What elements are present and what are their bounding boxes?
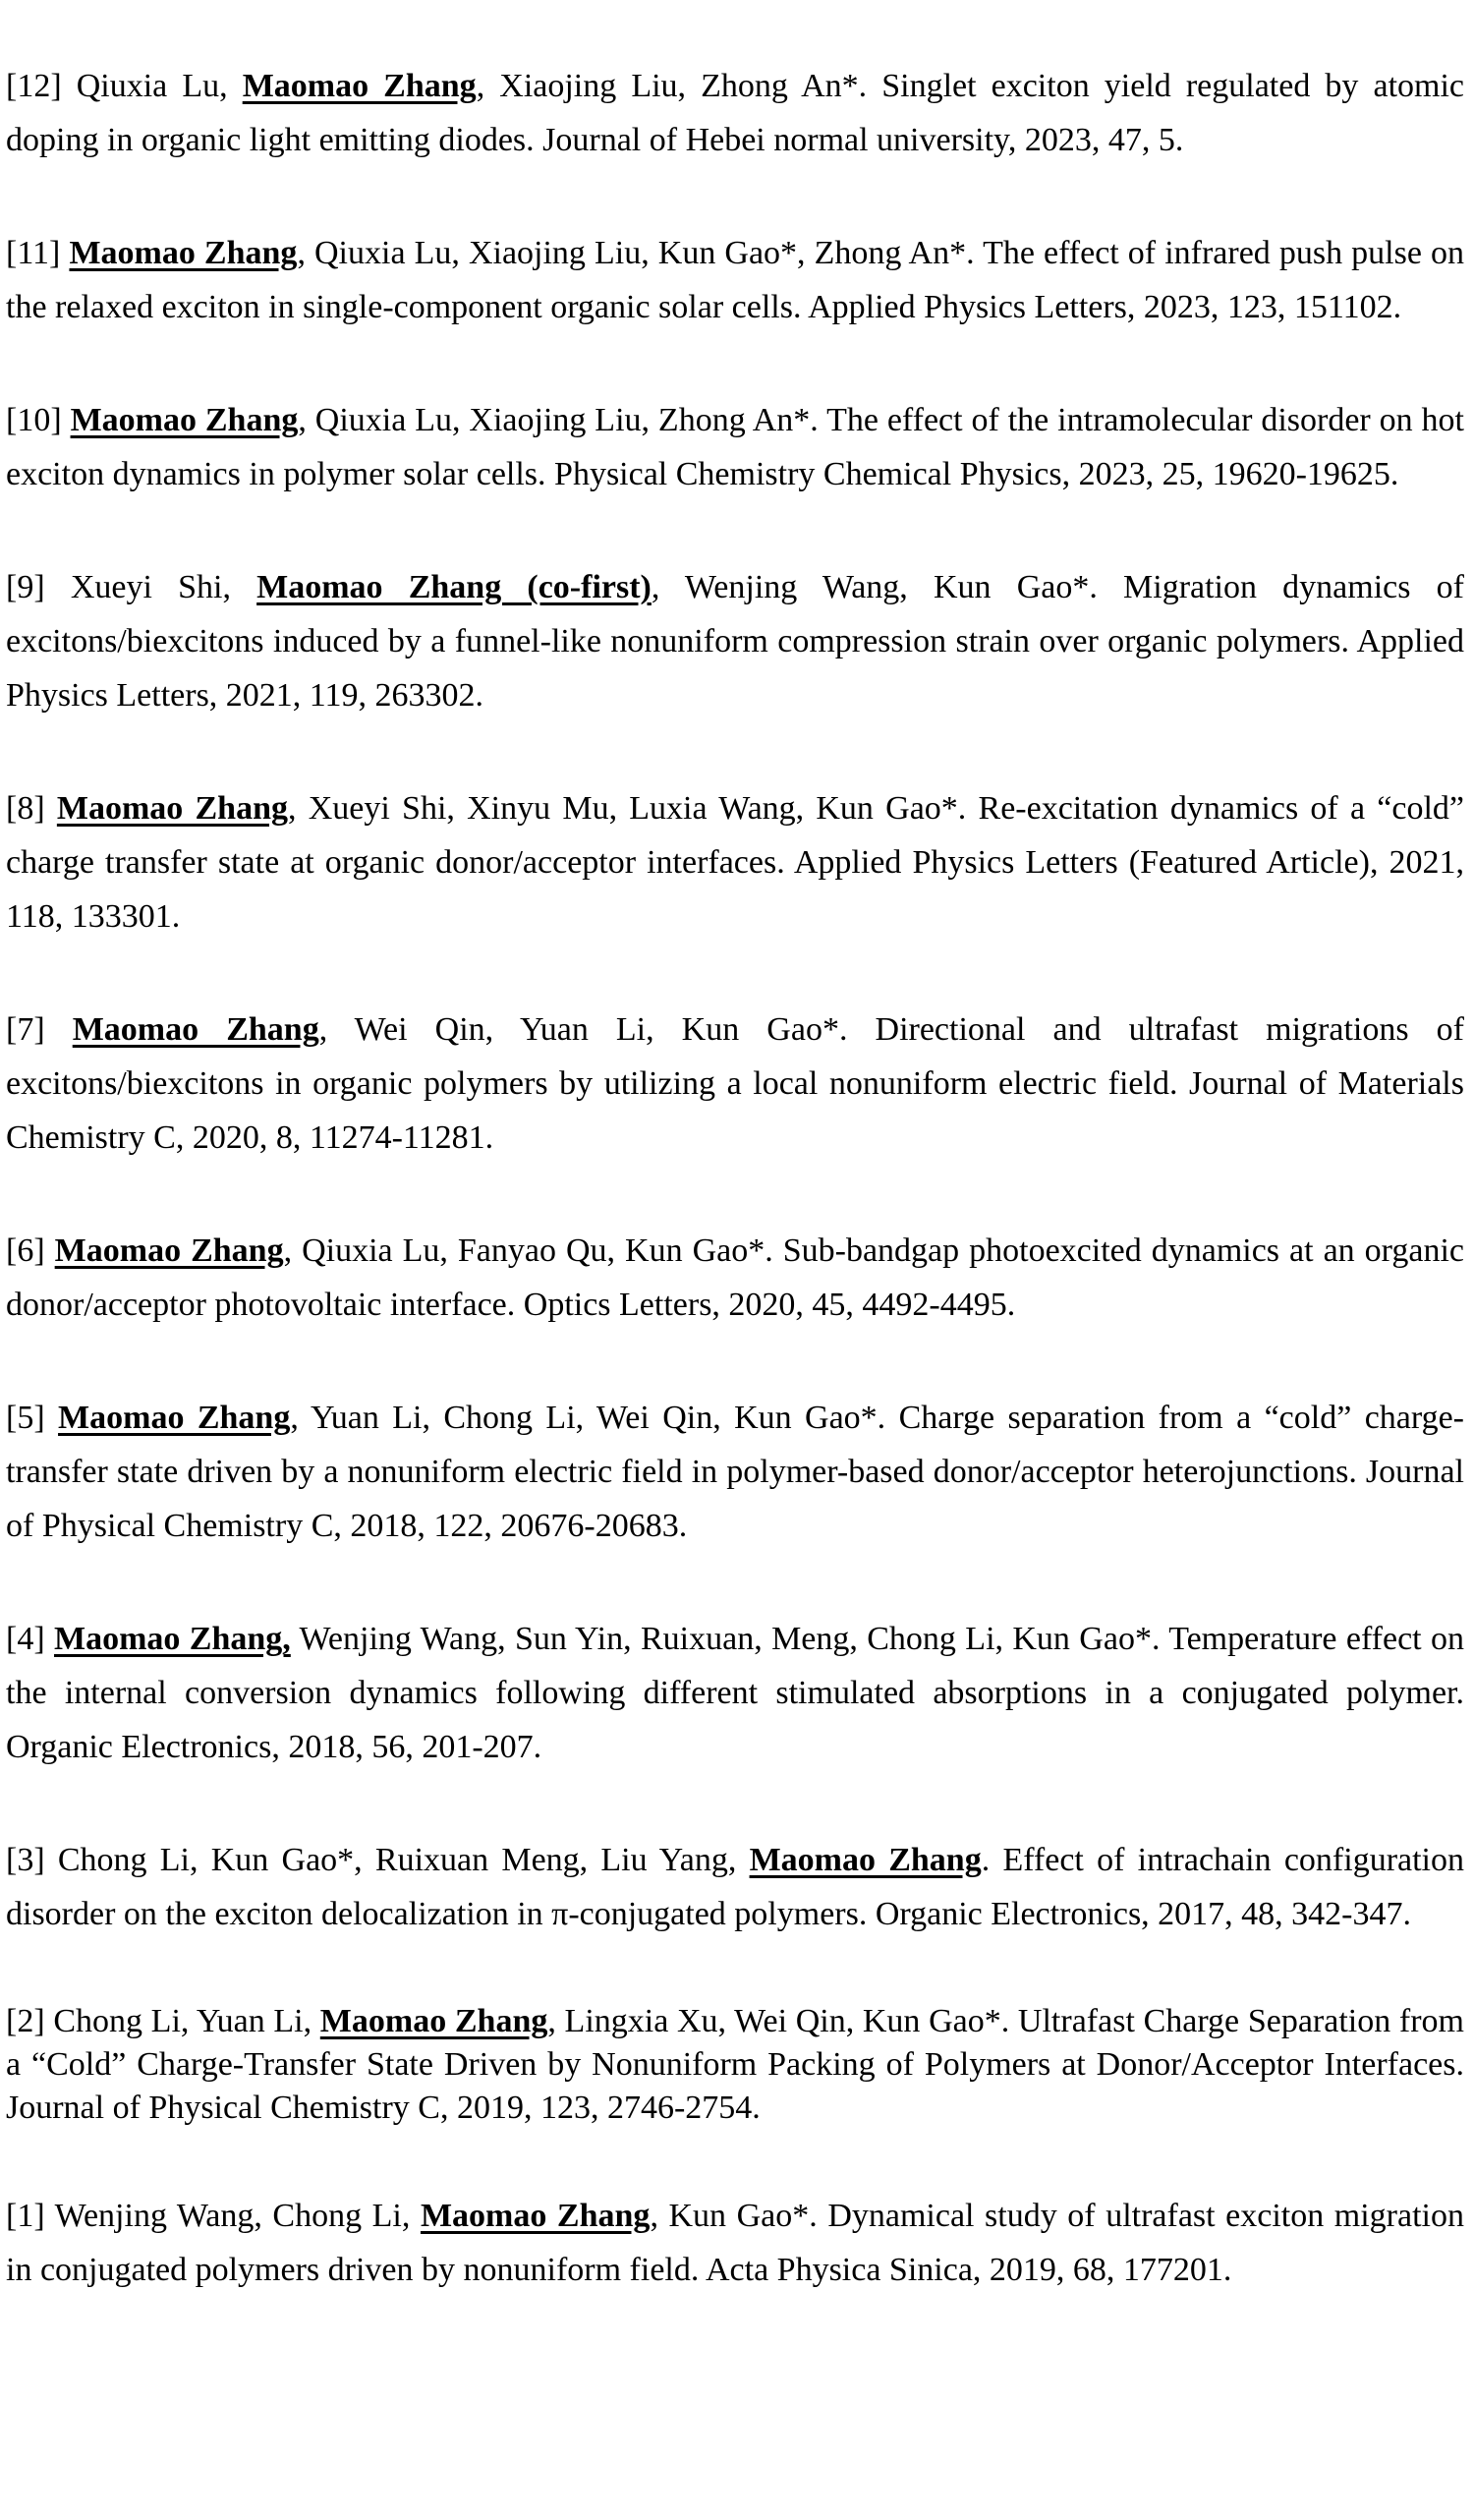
highlighted-author-name: Maomao Zhang xyxy=(72,1011,319,1048)
highlighted-author-name: Maomao Zhang xyxy=(420,2198,651,2234)
citation-text: [7] xyxy=(6,1011,73,1048)
publication-entry-6 xyxy=(6,1224,1464,1332)
citation-text: , Qiuxia Lu, Xiaojing Liu, Kun Gao*, Zhong An*. The effect of infrared push pulse on the relaxed exciton in single-component organic solar cells. Applied Physics Letters, 2023, 123, 151102. xyxy=(6,235,1464,325)
publication-entry-8 xyxy=(6,781,1464,944)
publication-entry-5 xyxy=(6,1391,1464,1553)
citation-text: , Yuan Li, Chong Li, Wei Qin, Kun Gao*. Charge separation from a “cold” charge-transfer state driven by a nonuniform electric field in polymer-based donor/acceptor heterojunctions. Journal of Physical Chemistry C, 2018, 122, 20676-20683. xyxy=(6,1400,1465,1544)
citation-text: [12] Qiuxia Lu, xyxy=(6,68,243,104)
highlighted-author-name: Maomao Zhang xyxy=(58,1400,291,1436)
citation-text: , Qiuxia Lu, Fanyao Qu, Kun Gao*. Sub-bandgap photoexcited dynamics at an organic donor/acceptor photovoltaic interface. Optics Letters, 2020, 45, 4492-4495. xyxy=(6,1232,1464,1323)
citation-text: [4] xyxy=(6,1621,55,1657)
citation-text: , Xueyi Shi, Xinyu Mu, Luxia Wang, Kun Gao*. Re-excitation dynamics of a “cold” charge transfer state at organic donor/acceptor interfaces. Applied Physics Letters (Featured Article), 2021, 118, 133301. xyxy=(6,790,1464,935)
citation-text: [3] Chong Li, Kun Gao*, Ruixuan Meng, Liu Yang, xyxy=(6,1842,750,1878)
highlighted-author-name: Maomao Zhang xyxy=(69,235,298,271)
citation-text: , Xiaojing Liu, Zhong An*. Singlet exciton yield regulated by atomic doping in organic light emitting diodes. Journal of Hebei normal university, 2023, 47, 5. xyxy=(6,68,1464,158)
citation-text: [10] xyxy=(6,402,71,438)
citation-text: [8] xyxy=(6,790,57,827)
citation-text: . Effect of intrachain configuration disorder on the exciton delocalization in π-conjugated polymers. Organic Electronics, 2017, 48, 342-347. xyxy=(6,1842,1464,1932)
highlighted-author-name: Maomao Zhang xyxy=(56,790,289,827)
citation-text: [5] xyxy=(6,1400,59,1436)
citation-text: [2] Chong Li, Yuan Li, xyxy=(6,2003,320,2039)
publication-entry-2 xyxy=(6,2000,1464,2130)
citation-text: [6] xyxy=(6,1232,55,1269)
highlighted-author-name: Maomao Zhang xyxy=(70,402,299,438)
citation-text: , Qiuxia Lu, Xiaojing Liu, Zhong An*. The effect of the intramolecular disorder on hot exciton dynamics in polymer solar cells. Physical Chemistry Chemical Physics, 2023, 25, 19620-19625. xyxy=(6,402,1464,492)
citation-text: , Wei Qin, Yuan Li, Kun Gao*. Directional and ultrafast migrations of excitons/biexcitons in organic polymers by utilizing a local nonuniform electric field. Journal of Materials Chemistry C, 2020, 8, 11274-11281. xyxy=(6,1011,1464,1156)
citation-text: [11] xyxy=(6,235,70,271)
publication-entry-1 xyxy=(6,2189,1464,2297)
highlighted-author-name: Maomao Zhang xyxy=(242,68,477,104)
citation-text: , Kun Gao*. Dynamical study of ultrafast exciton migration in conjugated polymers driven by nonuniform field. Acta Physica Sinica, 2019, 68, 177201. xyxy=(6,2198,1464,2288)
highlighted-author-name: Maomao Zhang xyxy=(54,1232,284,1269)
highlighted-author-name: Maomao Zhang (co-first) xyxy=(256,569,652,605)
citation-text: , Lingxia Xu, Wei Qin, Kun Gao*. Ultrafast Charge Separation from a “Cold” Charge-Transfer State Driven by Nonuniform Packing of Polymers at Donor/Acceptor Interfaces. Journal of Physical Chemistry C, 2019, 123, 2746-2754. xyxy=(6,2003,1464,2126)
publication-entry-11 xyxy=(6,226,1464,334)
highlighted-author-name: Maomao Zhang, xyxy=(54,1621,291,1657)
citation-text: [9] Xueyi Shi, xyxy=(6,569,257,605)
publication-entry-7 xyxy=(6,1002,1464,1165)
publication-entry-9 xyxy=(6,560,1464,722)
citation-text: [1] Wenjing Wang, Chong Li, xyxy=(6,2198,421,2234)
publication-entry-3 xyxy=(6,1833,1464,1941)
citation-text: Wenjing Wang, Sun Yin, Ruixuan, Meng, Chong Li, Kun Gao*. Temperature effect on the internal conversion dynamics following different stimulated absorptions in a conjugated polymer. Organic Electronics, 2018, 56, 201-207. xyxy=(6,1621,1464,1765)
highlighted-author-name: Maomao Zhang xyxy=(319,2003,548,2039)
publication-entry-4 xyxy=(6,1612,1464,1774)
publication-entry-10 xyxy=(6,393,1464,501)
citation-text: , Wenjing Wang, Kun Gao*. Migration dynamics of excitons/biexcitons induced by a funnel-like nonuniform compression strain over organic polymers. Applied Physics Letters, 2021, 119, 263302. xyxy=(6,569,1464,714)
publication-entry-12 xyxy=(6,59,1464,167)
highlighted-author-name: Maomao Zhang xyxy=(749,1842,982,1878)
